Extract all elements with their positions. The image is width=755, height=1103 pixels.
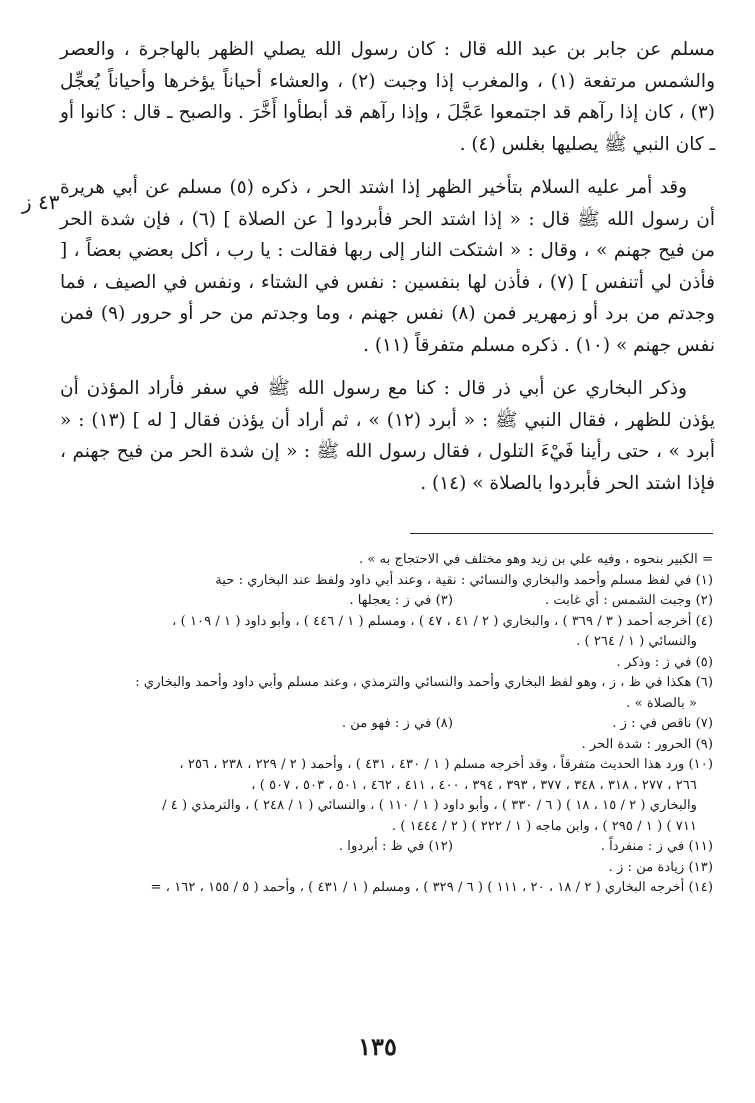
footnote-10-line-4: ٧١١ ) ( ١ / ٢٩٥ ) ، وابن ماجه ( ١ / ٢٢٢ ) ( ٢ / ١٤٤٤ ) . <box>391 818 697 834</box>
footnote-10-line-2: ٢٦٦ ، ٢٧٧ ، ٣١٨ ، ٣٤٨ ، ٣٧٧ ، ٣٩٣ ، ٣٩٤ ، ٤٠٠ ، ٤١١ ، ٤٦٢ ، ٥٠١ ، ٥٠٣ ، ٥٠٧ ) ، <box>251 777 697 793</box>
footnote-11: (١١) في ز : منفرداً . <box>600 839 713 854</box>
paragraph-abu-dharr-hadith: وذكر البخاري عن أبي ذر قال : كنا مع رسول الله ﷺ في سفر فأراد المؤذن أن يؤذن للظهر ، فقال النبي ﷺ : « أبرد (١٢) » ، ثم أراد أن يؤذن فقال [ له ] (١٣) : « أبرد » ، حتى رأينا فَيْءَ التلول ، فقال رسول الله ﷺ : « إن شدة الحر من فيح جهنم ، فإذا اشتد الحر فأبردوا بالصلاة » (١٤) . <box>60 378 716 494</box>
footnote-4: (٤) أخرجه أحمد ( ٣ / ٣٦٩ ) ، والبخاري ( ٢ / ٤١ ، ٤٧ ) ، ومسلم ( ١ / ٤٤٦ ) ، وأبو داود ( ١ / ١٠٩ ) ، <box>172 613 713 629</box>
footnote-9: (٩) الحرور : شدة الحر . <box>581 736 713 752</box>
footnotes <box>60 550 713 899</box>
footnote-6: (٦) هكذا في ظ ، ز ، وهو لفظ البخاري وأحمد والنسائي والترمذي ، وعند مسلم وأبي داود وأحمد والبخاري : <box>135 675 713 690</box>
footnote-13: (١٣) زيادة من : ز . <box>608 859 713 875</box>
footnote-row-7-8 <box>60 714 713 735</box>
footnote-8: (٨) في ز : فهو من . <box>341 716 453 731</box>
footnote-1: (١) في لفظ مسلم وأحمد والبخاري والنسائي : نقية ، وعند أبي داود ولفظ عند البخاري : حية <box>215 572 713 588</box>
footnote-continuation: = الكبير بنحوه ، وفيه علي بن زيد وهو مختلف في الاحتجاج به » . <box>358 552 713 567</box>
footnote-row-2-3 <box>60 591 713 612</box>
main-text <box>60 34 715 511</box>
footnote-12: (١٢) في ظ : أبردوا . <box>338 839 453 854</box>
footnote-7: (٧) ناقص في : ز . <box>612 716 713 731</box>
footnote-row-11-12 <box>60 837 713 858</box>
footnote-10-line-3: والبخاري ( ٢ / ١٥ ، ١٨ ) ( ٦ / ٣٣٠ ) ، وأبو داود ( ١ / ١١٠ ) ، والنسائي ( ١ / ٢٤٨ ) ، والترمذي ( ٤ / <box>162 798 697 813</box>
footnote-2: (٢) وجبت الشمس : أي غابت . <box>544 593 713 608</box>
margin-manuscript-reference: ٤٣ ز <box>22 190 60 214</box>
footnote-10: (١٠) ورد هذا الحديث متفرقاً ، وقد أخرجه مسلم ( ١ / ٤٣٠ ، ٤٣١ ) ، وأحمد ( ٢ / ٢٢٩ ، ٢٣٨ ، ٢٥٦ ، <box>179 757 713 772</box>
page-number: ١٣٥ <box>358 1032 397 1061</box>
paragraph-abu-huraira-hadith: وقد أمر عليه السلام بتأخير الظهر إذا اشتد الحر ، ذكره (٥) مسلم عن أبي هريرة أن رسول الله ﷺ قال : « إذا اشتد الحر فأبردوا [ عن الصلاة ] (٦) ، فإن شدة الحر من فيح جهنم » ، وقال : « اشتكت النار إلى ربها فقالت : يا رب ، أكل بعضي بعضاً ، [ فأذن لي أتنفس ] (٧) ، فأذن لها بنفسين : نفس في الشتاء ، ونفس في الصيف ، فما وجدتم من برد أو زمهرير فمن (٨) نفس جهنم ، وما وجدتم من حر أو حرور (٩) فمن نفس جهنم » (١٠) . ذكره مسلم متفرقاً (١١) . <box>60 177 715 356</box>
footnote-5: (٥) في ز : وذكر . <box>616 654 713 670</box>
footnote-4-continued: والنسائي ( ١ / ٢٦٤ ) . <box>576 634 697 649</box>
footnote-6-continued: « بالصلاة » . <box>626 695 697 711</box>
footnote-3: (٣) في ز : يعجلها . <box>349 593 453 608</box>
footnote-separator <box>410 533 713 534</box>
footnote-14: (١٤) أخرجه البخاري ( ٢ / ١٨ ، ٢٠ ، ١١١ ) ( ٦ / ٣٢٩ ) ، ومسلم ( ١ / ٤٣١ ) ، وأحمد ( ٥ / ١٥٥ ، ١٦٢ ، = <box>150 880 713 895</box>
paragraph-jabir-hadith: مسلم عن جابر بن عبد الله قال : كان رسول الله يصلي الظهر بالهاجرة ، والعصر والشمس مرتفعة (١) ، والمغرب إذا وجبت (٢) ، والعشاء أحياناً يؤخرها وأحياناً يُعجِّل (٣) ، كان إذا رآهم قد اجتمعوا عَجَّلَ ، وإذا رآهم قد أبطأوا أَخَّرَ . والصبح ـ قال : كانوا أو ـ كان النبي ﷺ يصليها بغلس (٤) . <box>60 39 716 155</box>
